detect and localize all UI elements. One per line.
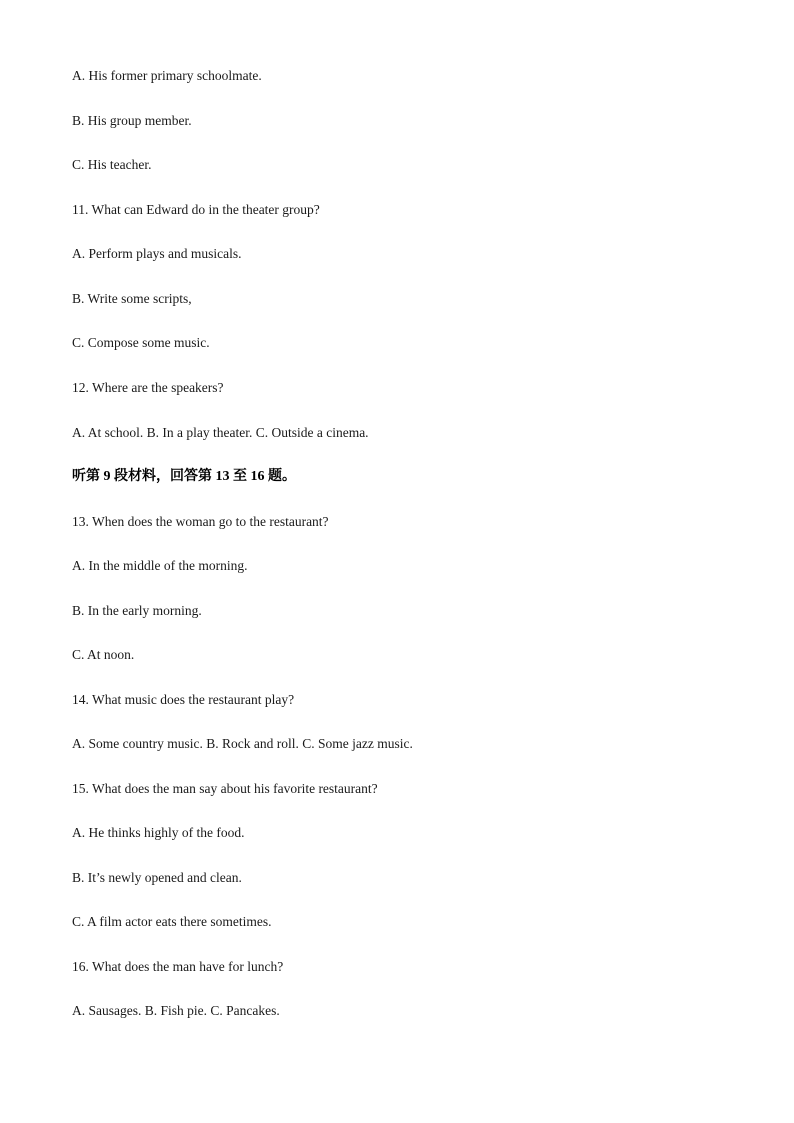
q11-option-b: B. Write some scripts, (72, 291, 192, 306)
section-heading: 听第 9 段材料，回答第 13 至 16 题。 (72, 469, 296, 484)
q11-option-a: A. Perform plays and musicals. (72, 246, 242, 261)
q10-option-b: B. His group member. (72, 113, 192, 128)
q10-option-c: C. His teacher. (72, 157, 152, 172)
q10-option-a: A. His former primary schoolmate. (72, 68, 262, 83)
q13-option-c: C. At noon. (72, 647, 135, 662)
q12-options: A. At school. B. In a play theater. C. Outside a cinema. (72, 425, 369, 440)
q11-option-c: C. Compose some music. (72, 335, 210, 350)
question-15: 15. What does the man say about his favorite restaurant? (72, 781, 378, 796)
question-12: 12. Where are the speakers? (72, 380, 224, 395)
q16-options: A. Sausages. B. Fish pie. C. Pancakes. (72, 1003, 280, 1018)
question-16: 16. What does the man have for lunch? (72, 959, 284, 974)
q13-option-a: A. In the middle of the morning. (72, 558, 248, 573)
q15-option-a: A. He thinks highly of the food. (72, 825, 245, 840)
q15-option-c: C. A film actor eats there sometimes. (72, 914, 272, 929)
q15-option-b: B. It’s newly opened and clean. (72, 870, 242, 885)
q13-option-b: B. In the early morning. (72, 603, 202, 618)
question-11: 11. What can Edward do in the theater group? (72, 202, 320, 217)
q14-options: A. Some country music. B. Rock and roll. C. Some jazz music. (72, 736, 413, 751)
question-13: 13. When does the woman go to the restaurant? (72, 514, 329, 529)
question-14: 14. What music does the restaurant play? (72, 692, 295, 707)
